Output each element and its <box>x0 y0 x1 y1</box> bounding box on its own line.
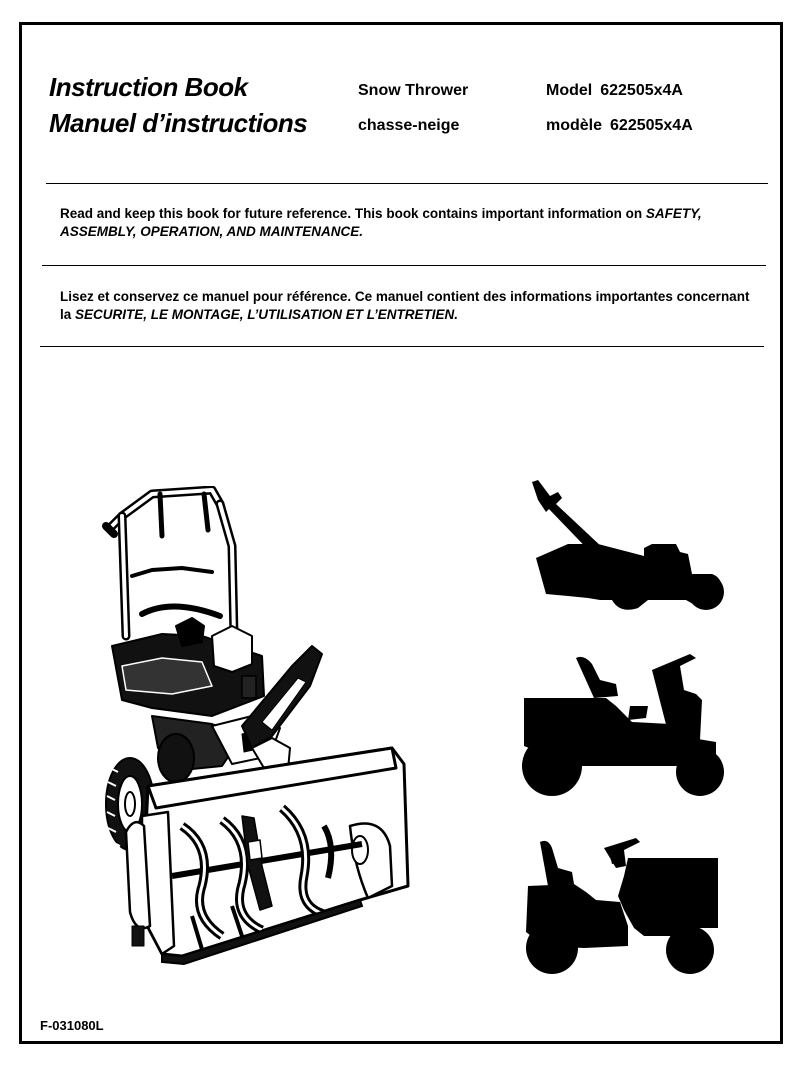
riding-mower-silhouette <box>520 650 730 798</box>
model-number-english: 622505x4A <box>600 82 683 99</box>
snow-thrower-illustration <box>92 486 412 972</box>
divider-bottom <box>40 346 764 347</box>
notice-english-text: Read and keep this book for future reference. This book contains important information on <box>60 206 646 221</box>
notice-english-emphasis: SAFETY, ASSEMBLY, OPERATION, AND MAINTENANCE. <box>60 206 702 239</box>
form-number: F-031080L <box>40 1018 104 1033</box>
notice-french <box>60 288 760 324</box>
product-name-english: Snow Thrower <box>358 82 469 99</box>
notice-french-emphasis: SECURITE, LE MONTAGE, L’UTILISATION ET L’ENTRETIEN. <box>75 307 459 322</box>
divider-top <box>46 183 768 184</box>
title-english: Instruction Book <box>49 72 248 102</box>
notice-french-text: Lisez et conservez ce manuel pour référence. Ce manuel contient des informations importantes concernant la <box>60 289 750 322</box>
divider-middle <box>42 265 766 266</box>
model-label-english: Model <box>546 82 593 99</box>
model-french <box>546 117 693 135</box>
lawn-tractor-silhouette <box>524 836 724 976</box>
title-french: Manuel d’instructions <box>49 108 308 138</box>
lawn-mower-silhouette <box>528 478 724 612</box>
model-number-french: 622505x4A <box>610 117 693 134</box>
product-name-french: chasse-neige <box>358 117 460 134</box>
notice-english <box>60 205 760 241</box>
model-label-french: modèle <box>546 117 603 134</box>
model-english <box>546 82 683 100</box>
